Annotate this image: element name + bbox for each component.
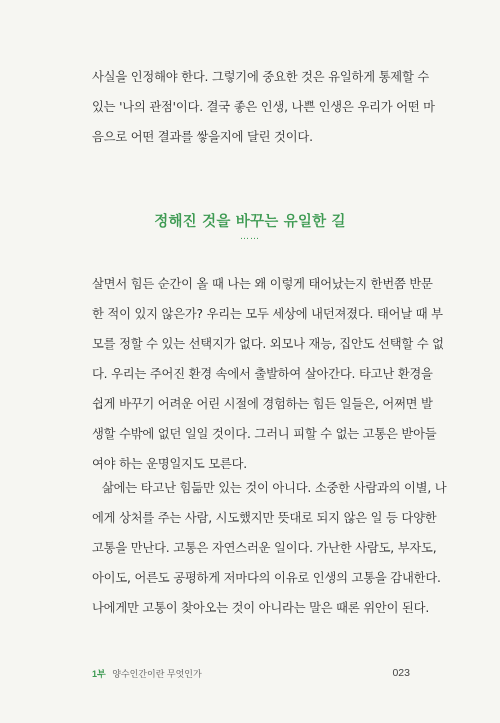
paragraph-1 (92, 269, 444, 479)
text-line: 쉽게 바꾸기 어려운 어린 시절에 경험하는 힘든 일들은, 어쩌면 발 (92, 397, 433, 411)
text-line: 살면서 힘든 순간이 올 때 나는 왜 이렇게 태어났는지 한번쯤 반문 (92, 277, 433, 291)
page-footer (92, 667, 410, 680)
footer-part-label: 1부 (92, 669, 106, 679)
text-line: 음으로 어떤 결과를 쌓을지에 달린 것이다. (92, 130, 313, 144)
text-line: 나에게만 고통이 찾아오는 것이 아니라는 말은 때론 위안이 된다. (92, 601, 430, 615)
text-line: 있는 '나의 관점'이다. 결국 좋은 인생, 나쁜 인생은 우리가 어떤 마 (92, 100, 435, 114)
section-heading: 정해진 것을 바꾸는 유일한 길 (154, 214, 346, 230)
heading-ornament: …… (240, 232, 260, 242)
text-line: 사실을 인정해야 한다. 그렇기에 중요한 것은 유일하게 통제할 수 (92, 70, 430, 84)
text-line: 에게 상처를 주는 사람, 시도했지만 뜻대로 되지 않은 일 등 다양한 (92, 511, 437, 525)
text-line: 삶에는 타고난 힘듦만 있는 것이 아니다. 소중한 사람과의 이별, 나 (102, 481, 447, 495)
text-line: 아이도, 어른도 공평하게 저마다의 이유로 인생의 고통을 감내한다. (92, 571, 441, 585)
text-line: 다. 우리는 주어진 환경 속에서 출발하여 살아간다. 타고난 환경을 (92, 367, 433, 381)
paragraph-top (92, 62, 435, 152)
text-line: 생할 수밖에 없던 일일 것이다. 그러니 피할 수 없는 고통은 받아들 (92, 427, 437, 441)
text-line: 모를 정할 수 있는 선택지가 없다. 외모나 재능, 집안도 선택할 수 없 (92, 337, 444, 351)
text-line: 고통을 만난다. 고통은 자연스러운 일이다. 가난한 사람도, 부자도, (92, 541, 437, 555)
text-line: 한 적이 있지 않은가? 우리는 모두 세상에 내던져졌다. 태어날 때 부 (92, 307, 443, 321)
footer-chapter-title: 양수인간이란 무엇인가 (112, 669, 202, 679)
text-line: 여야 하는 운명일지도 모른다. (92, 457, 247, 471)
page-number: 023 (392, 667, 410, 679)
paragraph-2 (92, 473, 447, 623)
